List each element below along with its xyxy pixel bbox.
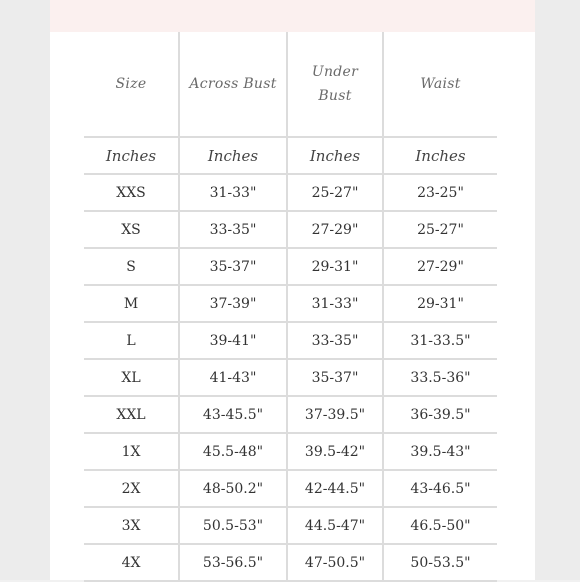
unit-cell: Inches: [383, 137, 497, 174]
header-across-bust: Across Bust: [179, 32, 287, 137]
top-banner: [50, 0, 535, 32]
under-bust-cell: 35-37": [287, 359, 383, 396]
unit-cell: Inches: [287, 137, 383, 174]
table-row: [84, 174, 497, 211]
under-bust-cell: 31-33": [287, 285, 383, 322]
under-bust-cell: 47-50.5": [287, 544, 383, 581]
size-cell: 1X: [84, 433, 179, 470]
waist-cell: 43-46.5": [383, 470, 497, 507]
size-cell: XXL: [84, 396, 179, 433]
table-row: [84, 359, 497, 396]
header-waist: Waist: [383, 32, 497, 137]
under-bust-cell: 29-31": [287, 248, 383, 285]
waist-cell: 46.5-50": [383, 507, 497, 544]
waist-cell: 33.5-36": [383, 359, 497, 396]
table-row: [84, 211, 497, 248]
size-cell: 4X: [84, 544, 179, 581]
size-cell: 3X: [84, 507, 179, 544]
unit-cell: Inches: [84, 137, 179, 174]
under-bust-cell: 39.5-42": [287, 433, 383, 470]
size-cell: M: [84, 285, 179, 322]
across-bust-cell: 35-37": [179, 248, 287, 285]
left-margin: [0, 0, 50, 580]
waist-cell: 39.5-43": [383, 433, 497, 470]
waist-cell: 29-31": [383, 285, 497, 322]
size-cell: S: [84, 248, 179, 285]
table-row: [84, 470, 497, 507]
under-bust-cell: 44.5-47": [287, 507, 383, 544]
units-row: [84, 137, 497, 174]
under-bust-cell: 37-39.5": [287, 396, 383, 433]
waist-cell: 50-53.5": [383, 544, 497, 581]
across-bust-cell: 50.5-53": [179, 507, 287, 544]
across-bust-cell: 53-56.5": [179, 544, 287, 581]
size-cell: 2X: [84, 470, 179, 507]
table-row: [84, 322, 497, 359]
size-chart-table: [84, 32, 497, 582]
across-bust-cell: 33-35": [179, 211, 287, 248]
waist-cell: 31-33.5": [383, 322, 497, 359]
across-bust-cell: 45.5-48": [179, 433, 287, 470]
table-row: [84, 248, 497, 285]
across-bust-cell: 43-45.5": [179, 396, 287, 433]
across-bust-cell: 37-39": [179, 285, 287, 322]
unit-cell: Inches: [179, 137, 287, 174]
under-bust-cell: 27-29": [287, 211, 383, 248]
under-bust-cell: 33-35": [287, 322, 383, 359]
size-chart-card: [50, 32, 535, 580]
table-row: [84, 507, 497, 544]
table-row: [84, 433, 497, 470]
header-size: Size: [84, 32, 179, 137]
waist-cell: 23-25": [383, 174, 497, 211]
across-bust-cell: 41-43": [179, 359, 287, 396]
waist-cell: 36-39.5": [383, 396, 497, 433]
header-under-bust: Under Bust: [287, 32, 383, 137]
size-cell: XS: [84, 211, 179, 248]
under-bust-cell: 42-44.5": [287, 470, 383, 507]
table-row: [84, 285, 497, 322]
size-cell: XXS: [84, 174, 179, 211]
size-cell: XL: [84, 359, 179, 396]
right-margin: [535, 0, 580, 580]
across-bust-cell: 39-41": [179, 322, 287, 359]
size-cell: L: [84, 322, 179, 359]
header-row: [84, 32, 497, 137]
table-row: [84, 396, 497, 433]
waist-cell: 25-27": [383, 211, 497, 248]
across-bust-cell: 31-33": [179, 174, 287, 211]
table-row: [84, 544, 497, 581]
under-bust-cell: 25-27": [287, 174, 383, 211]
waist-cell: 27-29": [383, 248, 497, 285]
across-bust-cell: 48-50.2": [179, 470, 287, 507]
